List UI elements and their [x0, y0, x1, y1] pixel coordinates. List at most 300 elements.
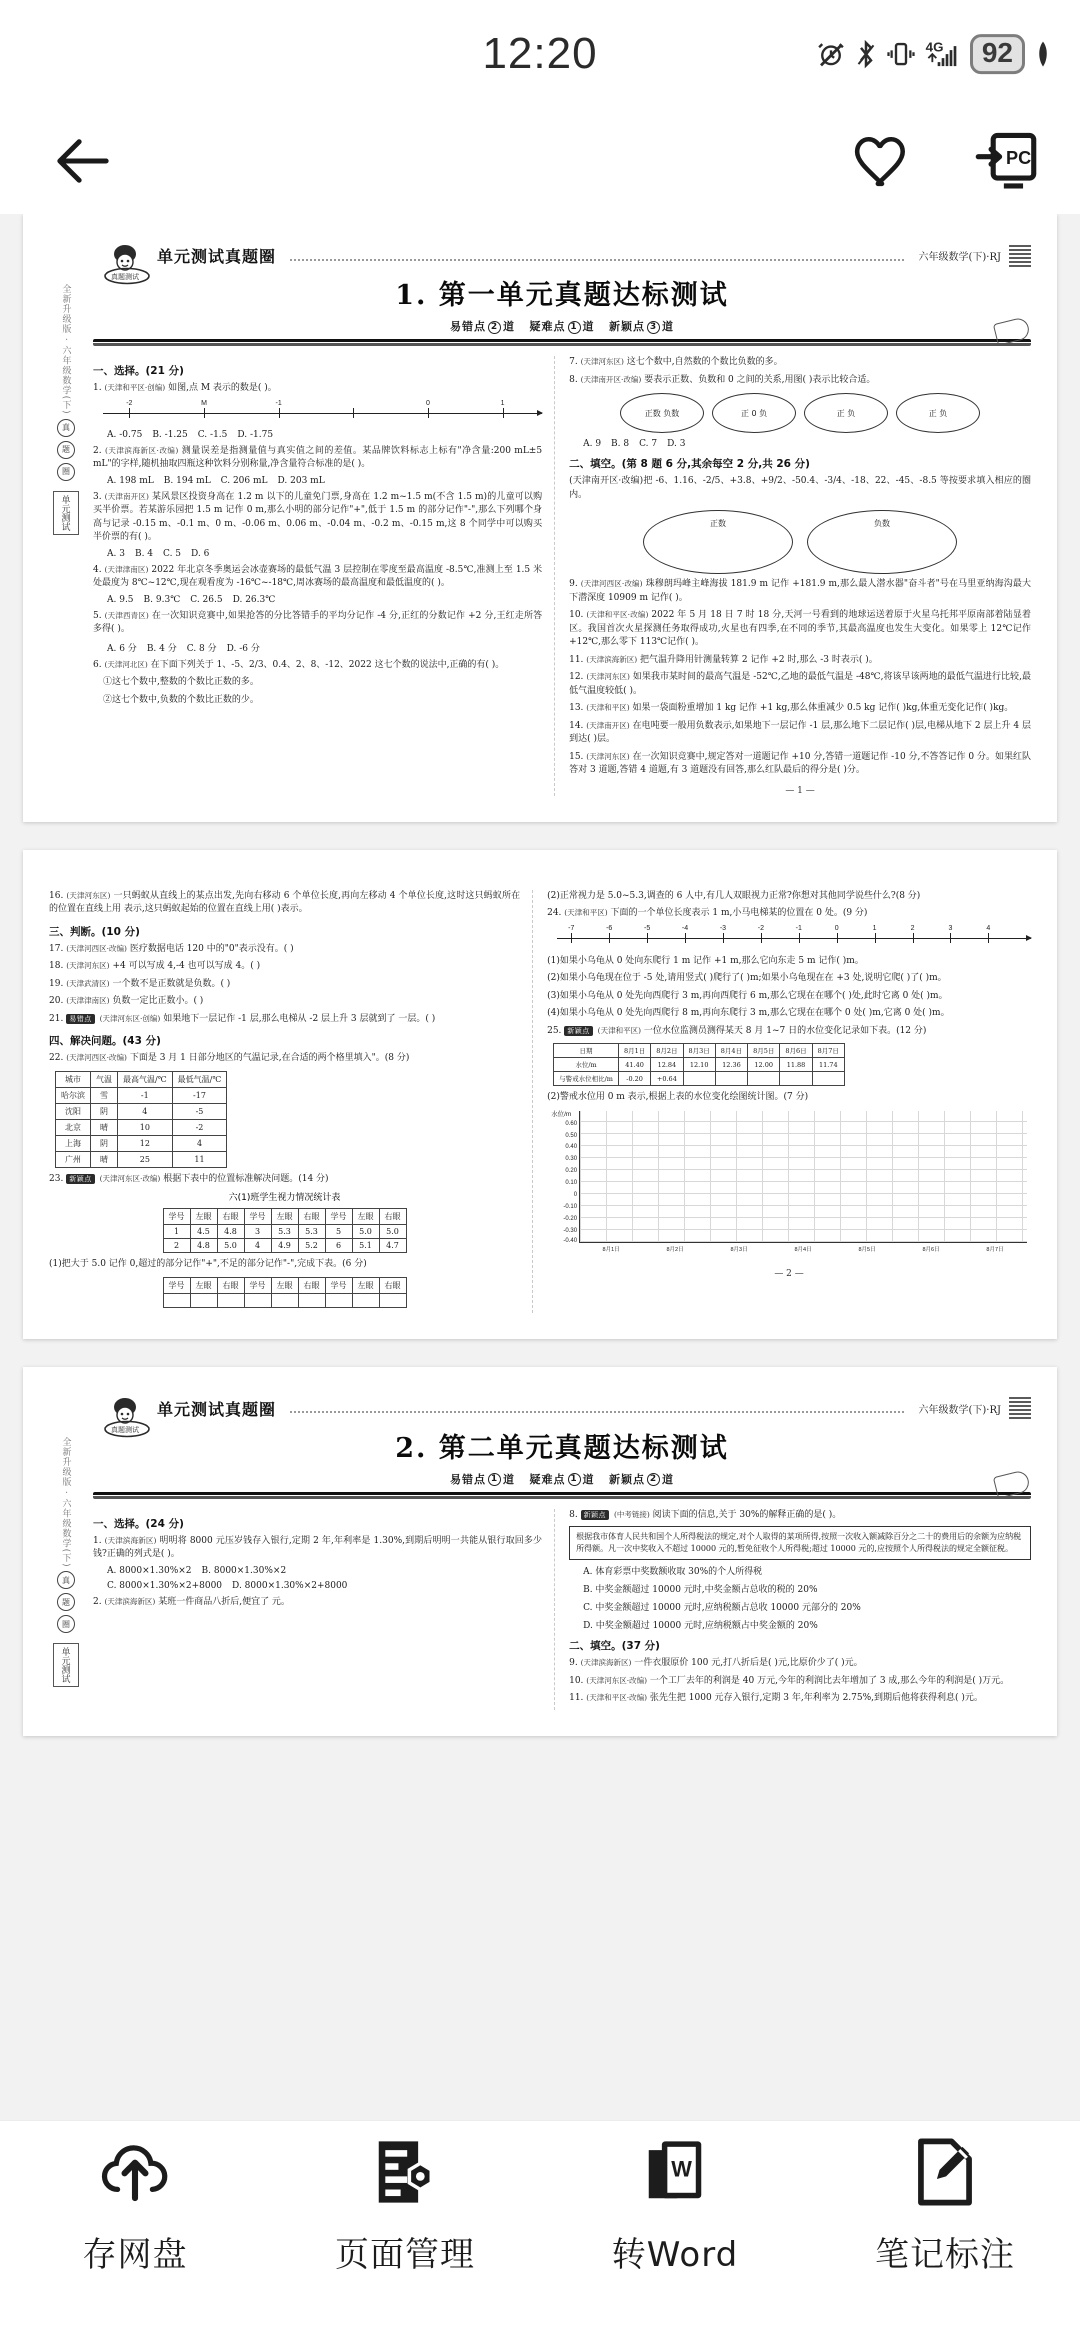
- td: 5.1: [352, 1239, 379, 1253]
- td[interactable]: [217, 1293, 244, 1307]
- question-badge: 新颖点: [66, 1174, 95, 1185]
- venn-option-c[interactable]: 正 负: [804, 393, 888, 433]
- question-options: [107, 1566, 542, 1576]
- td: +0.64: [651, 1072, 683, 1086]
- td[interactable]: [715, 1072, 747, 1086]
- question-text: 把气温升降用针测量转算 2 记作 +2 时,那么 -3 时表示( )。: [640, 654, 878, 665]
- question-number: 18.: [49, 961, 64, 971]
- option-a[interactable]: A. 198 mL: [107, 475, 154, 486]
- positive-oval[interactable]: [643, 510, 793, 574]
- page-1-left-column: [93, 356, 555, 796]
- question-text: 在电吨要一般用负数表示,如果地下一层记作 -1 层,那么地下二层记作( )层,电梯从地下 2 层上升 4 层到达( )层。: [569, 720, 1031, 744]
- option-c[interactable]: C. 中奖金额超过 10000 元时,应纳税额占总收 10000 元部分的 20%: [583, 1603, 861, 1613]
- bottom-item-label: 页面管理: [335, 2235, 475, 2275]
- question-text: 要表示正数、负数和 0 之间的关系,用图( )表示比较合适。: [644, 374, 876, 385]
- question-sub: [547, 1091, 1031, 1105]
- option-a[interactable]: A. 8000×1.30%×2: [107, 1565, 192, 1576]
- chart-x-axis: [579, 1245, 1027, 1261]
- spine-mark-1: 真: [57, 419, 75, 437]
- question-number: 8.: [569, 1509, 578, 1520]
- th: 8月5日: [748, 1044, 780, 1058]
- question-number: 8.: [569, 374, 578, 385]
- question-sub: [49, 1258, 520, 1272]
- th: 最高气温/℃: [118, 1071, 173, 1087]
- question-text: ②这七个数中,负数的个数比正数的少。: [103, 694, 259, 705]
- venn-option-d[interactable]: 正 负: [896, 393, 980, 433]
- question-tag: (天津滨海新区): [586, 654, 638, 664]
- qr-code-icon: [1009, 245, 1031, 267]
- question-number: 13.: [569, 703, 584, 713]
- xtick: 8月4日: [794, 1246, 812, 1253]
- question-text: 明明将 8000 元压岁钱存入银行,定期 2 年,年利率是 1.30%,到期后明明一共能从银行取回多少钱?正确的列式是( )。: [93, 1535, 543, 1559]
- spine-box: 单元测试: [53, 491, 79, 535]
- question-text: 如图,点 M 表示的数是( )。: [168, 383, 277, 393]
- td: -1: [118, 1087, 173, 1103]
- option-b[interactable]: B. 4 分: [146, 643, 177, 654]
- question: [569, 1675, 1031, 1689]
- question-number: 11.: [569, 1693, 584, 1703]
- question-text: 一个数不是正数就是负数。( ): [112, 978, 231, 989]
- question-text: 在一次知识竞赛中,规定答对一道题记作 +10 分,答错一道题记作 -10 分,不答答记作 0 分。如果红队答对 3 道题,答错 4 道题,有 3 道题没有回答,那么红队最后的得分是( )分。: [569, 751, 1031, 775]
- option-c[interactable]: C. 5: [163, 548, 182, 559]
- td: 4.9: [271, 1239, 298, 1253]
- option-a[interactable]: A. 体育彩票中奖数额收取 30%的个人所得税: [583, 1567, 763, 1577]
- question-tag: (天津南开区): [104, 491, 149, 501]
- question-text: 一只蚂蚁从直线上的某点出发,先向右移动 6 个单位长度,再向左移动 4 个单位长度,这时这只蚂蚁所在的位置在直线上用 表示,这只蚂蚁起始的位置在直线上用( )表示。: [49, 890, 521, 914]
- question: [49, 943, 520, 957]
- status-icon-group: [816, 34, 1052, 74]
- question-text: 下面是 3 月 1 日部分地区的气温记录,在合适的两个格里填入"。(8 分): [129, 1053, 410, 1063]
- question-tag: (天津河东区·改编): [99, 1173, 161, 1183]
- td: 4.8: [190, 1239, 217, 1253]
- question-number: 17.: [49, 943, 64, 954]
- table-row: [56, 1135, 227, 1151]
- bluetooth-icon: [855, 39, 877, 69]
- td: 5.2: [298, 1239, 325, 1253]
- question-text: 在一次知识竞赛中,如果抢答的分比答错手的平均分记作 -4 分,正红的分数记作 +2 分,王红走所答多得( )。: [93, 610, 543, 634]
- question-text: ①这七个数中,整数的个数比正数的多。: [103, 677, 259, 687]
- td: 雪: [91, 1087, 118, 1103]
- question-badge: 新颖点: [564, 1026, 593, 1037]
- td: 3: [244, 1225, 271, 1239]
- point-c-label: 新颖点: [609, 320, 645, 333]
- question-text: (2)正常视力是 5.0~5.3,调查的 6 人中,有几人双眼视力正常?你想对其他同学说些什么?(8 分): [547, 890, 921, 901]
- header-rule: [93, 1492, 1031, 1499]
- td[interactable]: [352, 1293, 379, 1307]
- td[interactable]: [780, 1072, 812, 1086]
- page-2-right-column: [547, 890, 1031, 1313]
- td: -17: [172, 1087, 227, 1103]
- option-b[interactable]: B. 中奖金额超过 10000 元时,中奖金额占总收的税的 20%: [583, 1585, 818, 1595]
- td: 12.00: [748, 1058, 780, 1072]
- status-bar: [0, 0, 1080, 108]
- page-spine: [49, 244, 83, 796]
- page-2-columns: [49, 890, 1031, 1313]
- question-tag: (天津津南区): [66, 996, 110, 1005]
- exam-header: [93, 244, 1031, 346]
- td: 4: [172, 1135, 227, 1151]
- question-text: (3)如果小乌龟从 0 处先向西爬行 3 m,再向西爬行 6 m,那么它现在在哪个( )处,此时它离 0 处( )m。: [547, 990, 948, 1001]
- question: [569, 578, 1031, 605]
- option-d[interactable]: D. 3: [667, 439, 686, 449]
- option-d[interactable]: D. -1.75: [237, 429, 274, 440]
- td: 哈尔滨: [56, 1087, 91, 1103]
- table-header-row: [554, 1044, 845, 1058]
- page-3-columns: [93, 1509, 1031, 1710]
- question-number: 23.: [49, 1173, 64, 1184]
- option-c[interactable]: C. 26.5: [190, 594, 223, 605]
- td[interactable]: [748, 1072, 780, 1086]
- question: [569, 720, 1031, 747]
- question-tag: (天津河西区·改编): [66, 1053, 127, 1062]
- chart-ylabel: 水位/m: [551, 1110, 572, 1118]
- td: 阴: [91, 1135, 118, 1151]
- exam-header: [93, 1397, 1031, 1499]
- th: 8月7日: [812, 1044, 844, 1058]
- point-a-unit: 道: [503, 320, 515, 333]
- option-d[interactable]: D. 6: [191, 548, 210, 559]
- td: 11: [172, 1151, 227, 1167]
- th: 左眼: [271, 1277, 298, 1293]
- question: [569, 671, 1031, 698]
- question: [547, 907, 1031, 921]
- td: 4.5: [190, 1225, 217, 1239]
- section-heading: 三、判断。(10 分): [49, 925, 140, 938]
- question-badge: 新颖点: [581, 1510, 610, 1521]
- table-header-row: [163, 1209, 406, 1225]
- ytick: 0.10: [565, 1180, 578, 1187]
- td[interactable]: [812, 1072, 844, 1086]
- page-1-right-column: [569, 356, 1031, 796]
- option-d[interactable]: D. 26.3℃: [232, 594, 276, 605]
- td[interactable]: [163, 1293, 190, 1307]
- option-a[interactable]: A. 3: [107, 548, 125, 559]
- td: -0.20: [618, 1072, 650, 1086]
- xtick: 8月2日: [666, 1246, 684, 1253]
- td: 6: [325, 1239, 352, 1253]
- question-options: [583, 1600, 1031, 1613]
- bottom-item-label: 存网盘: [82, 2235, 188, 2275]
- banner-subject: 六年级数学(下)·RJ: [918, 1404, 1001, 1416]
- option-d[interactable]: D. -6 分: [226, 643, 260, 654]
- question-options: [107, 1581, 542, 1591]
- point-a-label: 易错点: [450, 1472, 486, 1486]
- chart-y-axis: [551, 1111, 579, 1243]
- banner-divider: [290, 251, 904, 261]
- question-number: 25.: [547, 1025, 562, 1036]
- xtick: 8月5日: [858, 1246, 876, 1253]
- th: 左眼: [190, 1277, 217, 1293]
- question: [569, 1692, 1031, 1706]
- question-tag: (天津河西区·改编): [66, 943, 127, 953]
- back-button[interactable]: [40, 118, 126, 204]
- option-c[interactable]: C. 8000×1.30%×2+8000: [107, 1580, 223, 1591]
- question: [569, 751, 1031, 778]
- question: [569, 702, 1031, 716]
- question: [93, 1596, 542, 1610]
- option-d[interactable]: D. 203 mL: [277, 475, 325, 486]
- td: 25: [118, 1151, 173, 1167]
- td[interactable]: [190, 1293, 217, 1307]
- td[interactable]: [271, 1293, 298, 1307]
- eco-leaf-icon: [1034, 39, 1052, 69]
- venn-option-a[interactable]: 正数 负数: [620, 393, 704, 433]
- question-sub: [103, 694, 542, 708]
- th: 学号: [244, 1209, 271, 1225]
- question-number: 21.: [49, 1013, 64, 1024]
- th: 学号: [163, 1209, 190, 1225]
- option-d[interactable]: D. 8000×1.30%×2+8000: [232, 1580, 348, 1591]
- vision-table: [163, 1208, 407, 1253]
- question-options: [583, 1618, 1031, 1631]
- question: [547, 1025, 1031, 1039]
- point-b-value: 1: [568, 1473, 581, 1486]
- td: 晴: [91, 1151, 118, 1167]
- venn-option-b[interactable]: 正 0 负: [712, 393, 796, 433]
- td[interactable]: [683, 1072, 715, 1086]
- td: 4.7: [379, 1239, 406, 1253]
- banner-title: 单元测试真题圈: [157, 1399, 277, 1419]
- ytick: 0.40: [565, 1144, 578, 1151]
- th: 右眼: [217, 1209, 244, 1225]
- option-a[interactable]: A. 9: [583, 439, 602, 449]
- option-a[interactable]: A. 6 分: [107, 643, 137, 654]
- option-c[interactable]: C. 7: [639, 439, 658, 449]
- th: 右眼: [298, 1277, 325, 1293]
- cloud-upload-icon: [98, 2135, 172, 2209]
- banner-title: 单元测试真题圈: [157, 247, 277, 266]
- exam-banner: [93, 1397, 1031, 1420]
- ytick: -0.10: [563, 1203, 578, 1210]
- td: 4.8: [217, 1225, 244, 1239]
- question-badge: 易错点: [66, 1014, 95, 1025]
- th: 右眼: [298, 1209, 325, 1225]
- question-text: 如果地下一层记作 -1 层,那么电梯从 -2 层上升 3 层就到了 一层。( ): [163, 1013, 436, 1024]
- question-options: [107, 430, 542, 440]
- question-tag: (天津南开区·改编): [580, 374, 642, 384]
- option-a[interactable]: A. -0.75: [107, 429, 143, 440]
- table-row: [554, 1072, 845, 1086]
- table-row: [56, 1119, 227, 1135]
- ytick: 0: [573, 1191, 578, 1198]
- td[interactable]: [298, 1293, 325, 1307]
- td: 2: [163, 1239, 190, 1253]
- option-a[interactable]: A. 9.5: [107, 594, 134, 605]
- bottom-item-label: 笔记标注: [875, 2235, 1015, 2275]
- th: 学号: [325, 1277, 352, 1293]
- banner-subject: 六年级数学(下)·RJ: [918, 252, 1001, 263]
- question-tag: (天津河东区): [66, 890, 111, 900]
- vision-table-title: 六(1)班学生视力情况统计表: [228, 1193, 341, 1203]
- question-text: +4 可以写成 4,-4 也可以写成 4。( ): [112, 961, 261, 971]
- th: 8月3日: [683, 1044, 715, 1058]
- weather-table: [55, 1071, 227, 1168]
- spine-mark-2: 题: [57, 441, 75, 459]
- favorite-button[interactable]: [842, 121, 922, 201]
- question-text: (2)警戒水位用 0 m 表示,根据上表的水位变化绘图统计图。(7 分): [547, 1092, 809, 1102]
- td: 5.0: [379, 1225, 406, 1239]
- question: [93, 382, 542, 396]
- option-b[interactable]: B. 9.3℃: [143, 594, 181, 605]
- td: -5: [172, 1103, 227, 1119]
- option-d[interactable]: D. 中奖金额超过 10000 元时,应纳税额占中奖金额的 20%: [583, 1621, 818, 1631]
- ytick: 0.20: [565, 1168, 578, 1175]
- option-b[interactable]: B. 4: [134, 548, 154, 559]
- point-b-unit: 道: [582, 320, 595, 333]
- question: [569, 356, 1031, 370]
- question-text: 如果我市某时间的最高气温是 -52℃,乙地的最低气温是 -48℃,将该早该两地的最低气温进行比较,最低气温度较低( )。: [569, 672, 1031, 696]
- bottom-item-note-annotate[interactable]: [845, 2135, 1045, 2276]
- page-3-left-column: [93, 1509, 555, 1710]
- question-number: 20.: [49, 996, 64, 1006]
- td: 与警戒水位相比/m: [554, 1072, 619, 1086]
- question-tag: (天津滨海新区): [580, 1658, 632, 1667]
- question-sub: [547, 990, 1031, 1004]
- vibrate-icon: [886, 39, 916, 69]
- question-tag: (天津和平区): [564, 908, 608, 917]
- question-options: [107, 549, 542, 559]
- number-line-axis: [103, 413, 542, 414]
- question-tag: (天津滨海新区·改编): [104, 445, 179, 455]
- question-text: 负数一定比正数小。( ): [112, 996, 204, 1006]
- question: [93, 491, 542, 545]
- bottom-item-label: 转Word: [611, 2235, 739, 2275]
- question-number: 10.: [569, 1675, 584, 1686]
- option-c[interactable]: C. -1.5: [197, 429, 228, 440]
- question-number: 12.: [569, 672, 584, 682]
- page-number: — 2 —: [774, 1268, 804, 1279]
- number-line-diagram-2: -7 -6 -5 -4 -3 -2 -1 0 1 2 3 4: [557, 925, 1031, 951]
- question-number: 2.: [93, 1596, 102, 1607]
- document-page-1[interactable]: [23, 214, 1057, 822]
- question-tag: (天津滨海新区): [104, 1596, 156, 1606]
- bottom-item-page-manage[interactable]: [305, 2135, 505, 2276]
- question-text: 在下面下列关于 1、-5、2/3、0.4、2、8、-12、2022 这七个数的说法中,正确的有( )。: [150, 659, 505, 670]
- question-tag: (天津和平区): [586, 703, 630, 712]
- table-header-row: [163, 1277, 406, 1293]
- question-tag: (天津河东区): [66, 961, 110, 970]
- td: 12.36: [715, 1058, 747, 1072]
- note-annotate-icon: [910, 2135, 980, 2209]
- question-tag: (天津河东区): [580, 357, 624, 366]
- th: 右眼: [217, 1277, 244, 1293]
- document-page-3[interactable]: [23, 1367, 1057, 1736]
- send-to-pc-button[interactable]: [966, 121, 1046, 201]
- svg-text:PC: PC: [1006, 148, 1032, 169]
- section-heading: 一、选择。(24 分): [93, 1517, 184, 1530]
- td: 4: [118, 1103, 173, 1119]
- document-scroll-area[interactable]: [0, 214, 1080, 2120]
- point-b-unit: 道: [582, 1472, 595, 1486]
- water-level-table: [553, 1043, 845, 1086]
- table-row: [56, 1151, 227, 1167]
- network-4g-icon: [925, 38, 961, 70]
- question-tag: (天津河北区): [104, 659, 148, 669]
- td: 5.0: [217, 1239, 244, 1253]
- question-options: [583, 1564, 1031, 1577]
- point-c-label: 新颖点: [609, 1472, 645, 1486]
- question-sub: [547, 1007, 1031, 1021]
- chart-plot-area: [579, 1111, 1027, 1243]
- question-number: 6.: [93, 659, 102, 670]
- question-text: 某班一件商品八折后,便宜了 元。: [158, 1596, 290, 1607]
- exam-title: 1. 第一单元真题达标测试: [395, 280, 729, 311]
- qr-code-icon: [1009, 1397, 1031, 1419]
- header-rule: [93, 339, 1031, 346]
- td[interactable]: [379, 1293, 406, 1307]
- bottom-item-convert-word[interactable]: [575, 2135, 775, 2276]
- td: 5.3: [298, 1225, 325, 1239]
- question-tag: (天津南开区): [586, 720, 630, 730]
- top-toolbar: [0, 108, 1080, 214]
- option-b[interactable]: B. -1.25: [152, 429, 188, 440]
- vision-answer-table[interactable]: [163, 1277, 407, 1308]
- question-tag: (天津西青区): [104, 610, 149, 620]
- bottom-item-save-cloud[interactable]: [35, 2135, 235, 2276]
- th: 8月4日: [715, 1044, 747, 1058]
- mascot-icon: [99, 240, 159, 286]
- question: [93, 610, 542, 637]
- td[interactable]: [244, 1293, 271, 1307]
- xtick: 8月3日: [730, 1246, 748, 1253]
- xtick: 8月7日: [986, 1246, 1004, 1253]
- negative-oval[interactable]: [807, 510, 957, 574]
- document-page-2[interactable]: [23, 850, 1057, 1339]
- question-sub: [103, 676, 542, 690]
- question-number: 24.: [547, 908, 562, 918]
- question-tag: (天津河西区·改编): [580, 579, 643, 588]
- td: 广州: [56, 1151, 91, 1167]
- send-to-pc-icon: [974, 129, 1038, 193]
- option-c[interactable]: C. 8 分: [186, 643, 217, 654]
- td: 5.0: [352, 1225, 379, 1239]
- option-b[interactable]: B. 194 mL: [163, 475, 211, 486]
- question-number: 14.: [569, 720, 584, 731]
- question-text: 2022 年 5 月 18 日 7 时 18 分,天河一号看到的地球运送着原于火星乌托邦平原南部着陆显着区。我国首次火星探测任务取得成功,火星也有四季,在不同的季节,其最高温度也发生大变化。如果零上 12℃记作 +12℃,那么零下 113℃记作( )。: [569, 610, 1031, 647]
- ytick: 0.60: [565, 1120, 578, 1127]
- question-number: 1.: [93, 383, 102, 393]
- exam-point-summary: [93, 1471, 1031, 1487]
- question-text: (4)如果小乌龟从 0 处先向西爬行 8 m,再向东爬行 3 m,那么它现在在哪个 0 处( )m,它离 0 处( )m。: [547, 1008, 950, 1018]
- question-tag: (天津武清区): [66, 978, 110, 988]
- td: 5: [325, 1225, 352, 1239]
- question-text: 某风景区投资身高在 1.2 m 以下的儿童免门票,身高在 1.2 m~1.5 m(不含 1.5 m)的儿童可以购买半价票。若某游乐园把 1.5 m 记作 0 m,那么小明的部分记作"+",低于 1.5 m 的部分记作"-",那么下列哪个身高与记录 -0.15 m、-0.1 m、0 m、-0.06 m、0.06 m、-0.04 m、-0.2 m、-0.15 m,这 8 个同学中可以购买半价票的有( )。: [93, 491, 543, 542]
- td: 41.40: [618, 1058, 650, 1072]
- question-number: 7.: [569, 357, 578, 367]
- spine-box: 单元测试: [53, 1643, 79, 1687]
- option-c[interactable]: C. 206 mL: [220, 475, 268, 486]
- point-c-value: 2: [647, 1473, 660, 1486]
- table-row: [56, 1103, 227, 1119]
- option-b[interactable]: B. 8000×1.30%×2: [201, 1565, 287, 1576]
- venn-option-group: [569, 393, 1031, 433]
- alarm-off-icon: [816, 39, 846, 69]
- td[interactable]: [325, 1293, 352, 1307]
- question: [569, 475, 1031, 502]
- ytick: -0.30: [563, 1227, 578, 1234]
- page-1-columns: [93, 356, 1031, 796]
- question-tag: (天津河东区·创编): [99, 1013, 161, 1023]
- number-line-diagram: -2 M -1 0 1: [103, 400, 542, 426]
- th: 8月2日: [651, 1044, 683, 1058]
- td: 水位/m: [554, 1058, 619, 1072]
- point-a-label: 易错点: [450, 320, 486, 333]
- option-b[interactable]: B. 8: [611, 439, 630, 449]
- spine-text: 全新升级版 · 六年级数学(下): [60, 1436, 71, 1568]
- td: 晴: [91, 1119, 118, 1135]
- xtick: 8月6日: [922, 1246, 940, 1253]
- question-tag: (天津津南区): [104, 564, 149, 574]
